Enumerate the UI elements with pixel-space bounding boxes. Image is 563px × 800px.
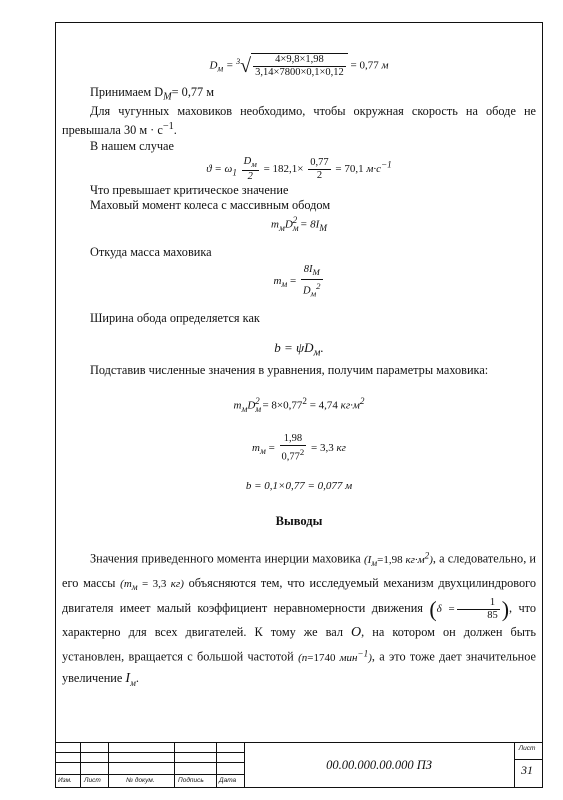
title-block	[56, 742, 542, 787]
accept-sub: M	[163, 91, 172, 103]
calc3-unit: м	[345, 480, 353, 493]
moment-m-sub: м	[279, 222, 285, 233]
formula-mass	[62, 264, 536, 299]
velocity-mid: = 182,1×	[263, 162, 304, 175]
conclusion-mass: ($m_м = 3,3$ кг)	[120, 577, 184, 593]
conclusion-end: .	[135, 670, 139, 685]
velocity-frac-num-sub: м	[251, 158, 257, 169]
conclusion-n: n	[301, 651, 308, 664]
calc2-result: = 3,3	[311, 441, 334, 454]
conclusion-part5: , на котором он должен быть установлен, вращается с большой частотой	[62, 625, 537, 664]
stamp-label-change: Изм.	[58, 777, 72, 784]
mass-den-sup: 2	[316, 280, 321, 291]
calc1-m-sub: м	[241, 403, 248, 414]
conclusion-i2-letter: I	[125, 670, 131, 686]
calc1-rhs-sup: 2	[302, 395, 307, 406]
calc3-text: b = 0,1×0,77 = 0,077	[245, 480, 343, 493]
accept-value: = 0,77 м	[171, 85, 215, 99]
conclusion-m-val: = 3,3	[142, 577, 167, 590]
formula-velocity	[62, 156, 536, 183]
page-frame	[55, 22, 543, 788]
conclusion-delta: (δ = $\frac{1}{85}$ )	[429, 596, 510, 622]
velocity-lhs: ϑ = ω	[206, 162, 233, 175]
calc-mass	[62, 433, 536, 464]
conclusion-i: I	[367, 553, 372, 566]
conclusion-delta-den: 85	[487, 610, 498, 622]
conclusion-part1: Значения приведенного момента инерции маховика	[90, 551, 361, 566]
velocity-unit-sup: −1	[381, 158, 392, 169]
velocity-frac-den: 2	[247, 170, 253, 182]
calc1-d-sub: м	[255, 403, 262, 414]
conclusion-delta-num: 1	[457, 597, 500, 610]
calc2-unit: кг	[336, 441, 346, 454]
radical-body	[251, 53, 348, 79]
conclusion-part2: , а следовательно, и его массы	[62, 551, 537, 590]
radical-sign: √	[240, 55, 252, 77]
calc1-unit-sup: 2	[359, 395, 365, 406]
stamp-label-sheet: Лист	[84, 777, 101, 784]
stamp-label-doc: № докум.	[126, 777, 155, 784]
calc2-den-sup: 2	[299, 446, 305, 457]
formula-d-denominator: 3,14×7800×0,1×0,12	[255, 67, 344, 78]
rim-width-text: Ширина обода определяется как	[90, 311, 260, 326]
conclusion-i-sub: м	[371, 557, 378, 568]
calc1-unit: кг·м	[340, 399, 360, 412]
width-text: b = ψD	[274, 340, 314, 356]
calc2-lhs: m	[252, 441, 260, 454]
conclusion-part6: , а это тоже дает значительное увеличение	[62, 649, 537, 685]
conclusion-frequency: (n=1740 мин$^{-1}$)	[298, 648, 372, 664]
calc1-d: D	[247, 399, 256, 412]
conclusion-i-unit: кг·м	[405, 553, 425, 566]
substituting-text: Подставив численные значения в уравнения, получим параметры маховика:	[90, 362, 489, 377]
calc1-m: m	[233, 399, 242, 412]
velocity-frac2-den: 2	[316, 169, 323, 181]
cube-root	[236, 53, 348, 79]
conclusion-part3: объясняются тем, что исследуемый механизм двухцилиндрового двигателя имеет малый коэффициент неравномерности движения	[62, 575, 537, 616]
mass-num-sub: M	[312, 267, 320, 278]
conclusion-n-val: =1740	[307, 651, 336, 664]
conclusion-i2-sub: м	[130, 677, 136, 688]
formula-width	[62, 340, 536, 361]
accept-line	[62, 85, 536, 104]
flywheel-moment-text: Маховый момент колеса с массивным ободом	[90, 197, 331, 212]
calc2-eq: =	[268, 441, 275, 454]
para-cast-iron	[62, 104, 536, 138]
conclusion-delta-symbol: δ =	[436, 603, 456, 616]
width-end: .	[320, 340, 324, 356]
conclusion-i2	[125, 671, 135, 686]
formula-moment	[62, 213, 536, 236]
mass-den: D	[302, 285, 311, 297]
mass-den-sub: м	[310, 288, 317, 299]
calc2-lhs-sub: м	[259, 445, 266, 456]
formula-d-numerator: 4×9,8×1,98	[253, 54, 346, 67]
width-sub: м	[313, 346, 321, 359]
stamp-col-line	[108, 743, 109, 787]
mass-lhs: m	[273, 275, 282, 288]
mass-eq: =	[290, 275, 297, 288]
conclusion-inertia: ($I_м=1,98$ $кг\cdot м^2$)	[363, 550, 433, 568]
sheet-label: Лист	[518, 745, 536, 752]
velocity-frac-num: D	[243, 155, 252, 167]
calc1-result: = 4,74	[309, 399, 338, 412]
conclusion-i-unit-sup: 2	[424, 550, 430, 561]
stamp-col-line	[80, 743, 81, 787]
sheet-separator	[514, 759, 542, 760]
calc2-num: 1,98	[280, 433, 307, 446]
formula-d-unit: м	[381, 59, 389, 72]
conclusion-i-val: =1,98	[377, 553, 403, 566]
conclusion-m: m	[123, 577, 132, 590]
calc1-rhs: = 8×0,77	[262, 399, 303, 412]
formula-diameter: $D_м = ^3√$ $\frac{4\times 9,8\times 1,98}{3,14\times 7800\times 0,1\times 0,12}$ = 0,77 м	[209, 54, 389, 78]
radical-index: 3	[236, 56, 241, 66]
conclusion-shaft: O	[351, 625, 362, 641]
calc2-den: 0,77	[281, 451, 300, 463]
formula-d-result: = 0,77	[350, 59, 379, 72]
conclusion-m-unit: кг	[170, 577, 181, 590]
conclusion-m-sub: м	[131, 582, 138, 593]
stamp-col-line	[216, 743, 217, 787]
conclusion-part4: , что характерно для всех двигателей. К тому же вал	[62, 601, 536, 640]
calc1-d-sup: 2	[255, 395, 260, 406]
conclusion-paragraph	[62, 545, 536, 692]
moment-d-sub: м	[292, 222, 299, 233]
conclusions-heading: Выводы	[275, 514, 323, 529]
exceeds-text: Что превышает критическое значение	[90, 182, 289, 197]
moment-m: m	[271, 218, 279, 231]
hence-mass-text: Откуда масса маховика	[90, 245, 212, 260]
stamp-label-date: Дата	[219, 777, 237, 784]
velocity-unit: м·с	[366, 162, 381, 175]
sheet-number: 31	[521, 763, 533, 777]
calc-width	[62, 479, 536, 494]
mass-lhs-sub: м	[281, 279, 288, 290]
formula-d-lhs-sub: м	[217, 63, 224, 74]
moment-d-sup: 2	[292, 214, 298, 225]
in-our-case: В нашем случае	[90, 138, 174, 153]
conclusion-n-unit-sup: −1	[357, 648, 369, 659]
accept-text: Принимаем D	[90, 85, 164, 99]
velocity-result: = 70,1	[335, 162, 364, 175]
velocity-frac2-num: 0,77	[310, 156, 329, 168]
calc-moment	[62, 394, 536, 417]
page-content	[56, 23, 542, 693]
moment-rhs: = 8I	[299, 218, 320, 231]
para-cast-iron-sup: −1	[162, 121, 174, 133]
formula-d-lhs: D	[209, 59, 218, 72]
moment-rhs-sub: M	[319, 222, 327, 233]
para-cast-iron-text: Для чугунных маховиков необходимо, чтобы окружная скорость на ободе не превышала 30 м · с	[62, 104, 536, 138]
document-number: 00.00.000.00.000 ПЗ	[326, 757, 432, 772]
velocity-lhs-sub: 1	[232, 166, 237, 177]
conclusion-n-unit: мин	[339, 651, 358, 664]
stamp-label-signature: Подпись	[178, 777, 204, 784]
moment-d: D	[284, 218, 293, 231]
para-cast-iron-end: .	[173, 123, 177, 138]
stamp-col-line	[174, 743, 175, 787]
mass-num: 8I	[303, 264, 313, 276]
